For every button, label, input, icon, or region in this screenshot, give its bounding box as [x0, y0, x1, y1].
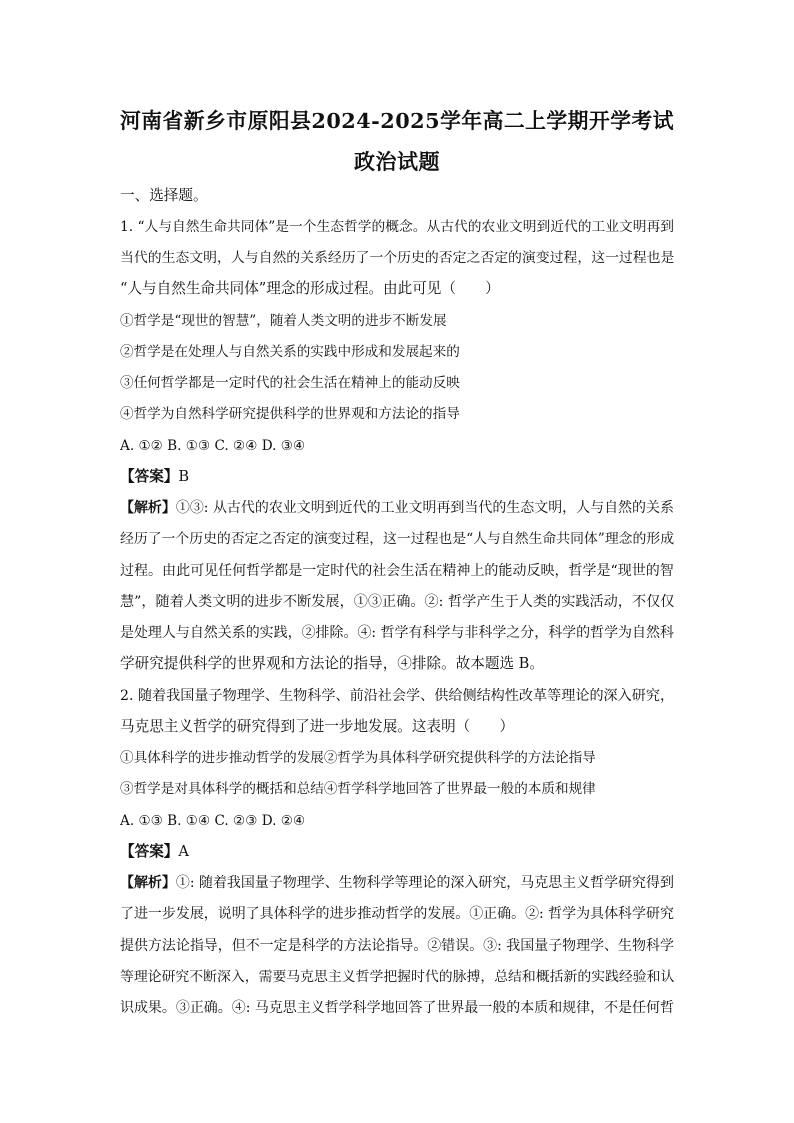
q1-analysis-line-1 — [120, 498, 680, 518]
q2-analysis-line-3: 提供方法论指导，但不一定是科学的方法论指导。②错误。③: 我国量子物理学、生物科学 — [120, 938, 674, 954]
q1-answer-label: 【答案】 — [120, 468, 179, 485]
q2-analysis-line-2: 了进一步发展，说明了具体科学的进步推动哲学的发展。①正确。②: 哲学为具体科学研究 — [120, 906, 674, 922]
q1-choices: A. ①② B. ①③ C. ②④ D. ③④ — [120, 438, 306, 454]
q2-answer-label: 【答案】 — [120, 843, 179, 860]
q1-analysis-line-6: 学研究提供科学的世界观和方法论的指导，④排除。故本题选 B。 — [120, 655, 544, 672]
q1-analysis-line-4: 慧”，随着人类文明的进步不断发展，①③正确。②: 哲学产生于人类的实践活动，不仅仅 — [120, 594, 675, 610]
q2-items-line-1: ①具体科学的进步推动哲学的发展②哲学为具体科学研究提供科学的方法论指导 — [120, 750, 596, 766]
q2-analysis-line-1 — [120, 873, 680, 893]
q2-analysis-line-5: 识成果。③正确。④: 马克思主义哲学科学地回答了世界最一般的本质和规律，不是任何哲 — [120, 1000, 674, 1016]
q1-item-4: ④哲学为自然科学研究提供科学的世界观和方法论的指导 — [120, 406, 460, 422]
q1-analysis-line-3: 过程。由此可见任何哲学都是一定时代的社会生活在精神上的能动反映，哲学是“现世的智 — [120, 563, 674, 579]
q1-stem-line-2: 当代的生态文明，人与自然的关系经历了一个历史的否定之否定的演变过程，这一过程也是 — [120, 250, 675, 266]
q1-item-3: ③任何哲学都是一定时代的社会生活在精神上的能动反映 — [120, 375, 460, 391]
q2-answer-value: A — [178, 843, 189, 860]
document-title: 河南省新乡市原阳县2024-2025学年高二上学期开学考试 — [119, 108, 675, 133]
section-heading: 一、选择题。 — [120, 187, 208, 204]
q1-item-1: ①哲学是“现世的智慧”，随着人类文明的进步不断发展 — [120, 313, 447, 329]
q2-analysis-label: 【解析】 — [120, 875, 176, 891]
q1-item-2: ②哲学是在处理人与自然关系的实践中形成和发展起来的 — [120, 344, 460, 360]
q1-analysis-line-2: 经历了一个历史的否定之否定的演变过程，这一过程也是“人与自然生命共同体”理念的形成 — [120, 531, 675, 547]
document-subtitle: 政治试题 — [354, 149, 440, 174]
q2-choices: A. ①③ B. ①④ C. ②③ D. ②④ — [120, 813, 306, 829]
q1-stem-line-3: “人与自然生命共同体”理念的形成过程。由此可见（ ） — [120, 280, 500, 297]
q2-items-line-2: ③哲学是对具体科学的概括和总结④哲学科学地回答了世界最一般的本质和规律 — [120, 781, 596, 797]
q2-analysis-text-1: ①: 随着我国量子物理学、生物科学等理论的深入研究，马克思主义哲学研究得到 — [175, 875, 674, 891]
q2-analysis-line-4: 等理论研究不断深入，需要马克思主义哲学把握时代的脉搏，总结和概括新的实践经验和认 — [120, 969, 675, 985]
q1-analysis-text-1: ①③: 从古代的农业文明到近代的工业文明再到当代的生态文明，人与自然的关系 — [175, 500, 674, 516]
q1-answer-value: B — [178, 468, 190, 485]
q2-stem-line-1: 2. 随着我国量子物理学、生物科学、前沿社会学、供给侧结构性改革等理论的深入研究， — [120, 688, 675, 704]
q2-answer — [120, 842, 680, 862]
q1-answer — [120, 467, 680, 487]
q1-analysis-label: 【解析】 — [120, 500, 176, 516]
q2-stem-line-2: 马克思主义哲学的研究得到了进一步地发展。这表明（ ） — [120, 718, 515, 735]
q1-stem-line-1: 1. “人与自然生命共同体”是一个生态哲学的概念。从古代的农业文明到近代的工业文明再到 — [120, 219, 675, 235]
q1-analysis-line-5: 是处理人与自然关系的实践，②排除。④: 哲学有科学与非科学之分，科学的哲学为自然科 — [120, 625, 674, 641]
